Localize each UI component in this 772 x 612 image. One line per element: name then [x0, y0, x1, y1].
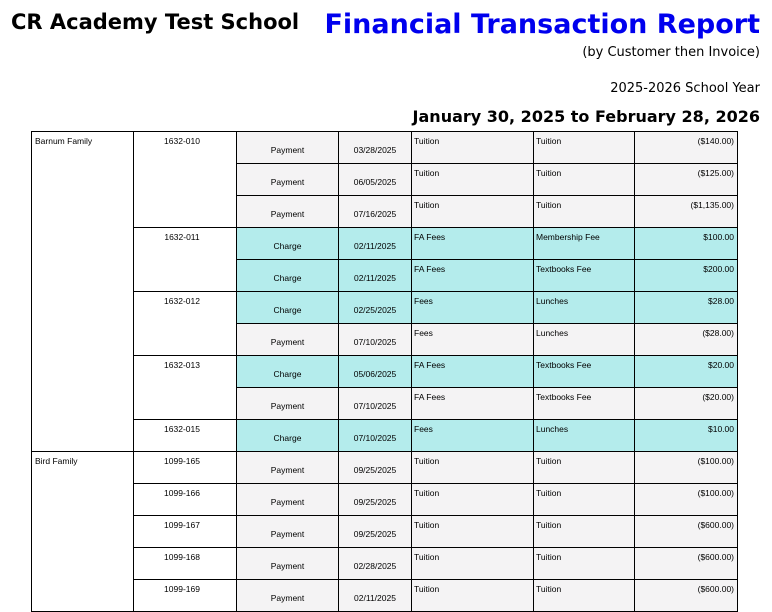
- transaction-row: [32, 484, 738, 516]
- transaction-type: Charge: [237, 228, 339, 260]
- transaction-row: [32, 292, 738, 324]
- invoice-number: 1099-169: [134, 580, 237, 612]
- transaction-amount: ($20.00): [635, 388, 738, 420]
- transaction-row: [32, 228, 738, 260]
- transaction-category: Tuition: [412, 164, 534, 196]
- transaction-date: 02/11/2025: [339, 228, 412, 260]
- transaction-row: [32, 580, 738, 612]
- transaction-item: Tuition: [534, 580, 635, 612]
- transaction-date: 06/05/2025: [339, 164, 412, 196]
- transaction-item: Lunches: [534, 292, 635, 324]
- transaction-row: [32, 420, 738, 452]
- transaction-row: [32, 132, 738, 164]
- transaction-category: Tuition: [412, 196, 534, 228]
- transaction-item: Tuition: [534, 548, 635, 580]
- transaction-amount: ($28.00): [635, 324, 738, 356]
- transaction-amount: $200.00: [635, 260, 738, 292]
- transaction-amount: $10.00: [635, 420, 738, 452]
- transaction-type: Payment: [237, 164, 339, 196]
- transaction-type: Charge: [237, 356, 339, 388]
- transaction-category: Tuition: [412, 516, 534, 548]
- report-title: Financial Transaction Report: [324, 9, 760, 40]
- transaction-type: Payment: [237, 484, 339, 516]
- transaction-date: 02/25/2025: [339, 292, 412, 324]
- transaction-type: Charge: [237, 260, 339, 292]
- school-year: 2025-2026 School Year: [610, 81, 760, 96]
- invoice-number: 1099-165: [134, 452, 237, 484]
- transaction-item: Membership Fee: [534, 228, 635, 260]
- transaction-item: Tuition: [534, 132, 635, 164]
- transaction-date: 07/10/2025: [339, 324, 412, 356]
- transaction-amount: ($100.00): [635, 452, 738, 484]
- transaction-date: 05/06/2025: [339, 356, 412, 388]
- transaction-row: [32, 516, 738, 548]
- transaction-type: Payment: [237, 580, 339, 612]
- report-subtitle: (by Customer then Invoice): [582, 45, 760, 60]
- transaction-date: 02/11/2025: [339, 260, 412, 292]
- transaction-category: Fees: [412, 420, 534, 452]
- transaction-row: [32, 452, 738, 484]
- transaction-amount: ($1,135.00): [635, 196, 738, 228]
- transaction-item: Textbooks Fee: [534, 356, 635, 388]
- transaction-type: Charge: [237, 292, 339, 324]
- transaction-date: 07/10/2025: [339, 388, 412, 420]
- invoice-number: 1632-012: [134, 292, 237, 356]
- transaction-date: 03/28/2025: [339, 132, 412, 164]
- transaction-item: Lunches: [534, 324, 635, 356]
- transaction-row: [32, 548, 738, 580]
- transaction-type: Charge: [237, 420, 339, 452]
- school-name: CR Academy Test School: [11, 10, 300, 34]
- transaction-date: 07/10/2025: [339, 420, 412, 452]
- transaction-date: 09/25/2025: [339, 452, 412, 484]
- transaction-date: 02/28/2025: [339, 548, 412, 580]
- transaction-item: Tuition: [534, 452, 635, 484]
- invoice-number: 1632-015: [134, 420, 237, 452]
- transaction-table: [31, 131, 738, 612]
- transaction-type: Payment: [237, 388, 339, 420]
- transaction-date: 07/16/2025: [339, 196, 412, 228]
- transaction-row: [32, 356, 738, 388]
- transaction-category: Tuition: [412, 452, 534, 484]
- transaction-category: Tuition: [412, 484, 534, 516]
- transaction-type: Payment: [237, 516, 339, 548]
- transaction-type: Payment: [237, 196, 339, 228]
- transaction-amount: ($140.00): [635, 132, 738, 164]
- transaction-amount: ($100.00): [635, 484, 738, 516]
- transaction-amount: ($600.00): [635, 548, 738, 580]
- transaction-table-body: [32, 132, 738, 612]
- transaction-date: 09/25/2025: [339, 484, 412, 516]
- transaction-item: Textbooks Fee: [534, 260, 635, 292]
- transaction-item: Tuition: [534, 164, 635, 196]
- transaction-report: [31, 131, 737, 603]
- invoice-number: 1099-166: [134, 484, 237, 516]
- transaction-amount: ($600.00): [635, 516, 738, 548]
- transaction-type: Payment: [237, 132, 339, 164]
- transaction-category: FA Fees: [412, 260, 534, 292]
- transaction-category: Fees: [412, 324, 534, 356]
- transaction-category: Fees: [412, 292, 534, 324]
- transaction-item: Textbooks Fee: [534, 388, 635, 420]
- transaction-type: Payment: [237, 548, 339, 580]
- transaction-amount: ($125.00): [635, 164, 738, 196]
- transaction-item: Tuition: [534, 196, 635, 228]
- date-range: January 30, 2025 to February 28, 2026: [412, 107, 760, 126]
- transaction-category: FA Fees: [412, 388, 534, 420]
- transaction-category: Tuition: [412, 580, 534, 612]
- transaction-type: Payment: [237, 452, 339, 484]
- invoice-number: 1632-013: [134, 356, 237, 420]
- transaction-date: 02/11/2025: [339, 580, 412, 612]
- transaction-item: Tuition: [534, 484, 635, 516]
- transaction-date: 09/25/2025: [339, 516, 412, 548]
- transaction-type: Payment: [237, 324, 339, 356]
- transaction-category: FA Fees: [412, 228, 534, 260]
- transaction-amount: $28.00: [635, 292, 738, 324]
- transaction-amount: ($600.00): [635, 580, 738, 612]
- transaction-category: Tuition: [412, 548, 534, 580]
- customer-name: Bird Family: [32, 452, 134, 612]
- invoice-number: 1099-168: [134, 548, 237, 580]
- transaction-item: Tuition: [534, 516, 635, 548]
- invoice-number: 1632-011: [134, 228, 237, 292]
- transaction-category: FA Fees: [412, 356, 534, 388]
- invoice-number: 1099-167: [134, 516, 237, 548]
- customer-name: Barnum Family: [32, 132, 134, 452]
- transaction-item: Lunches: [534, 420, 635, 452]
- invoice-number: 1632-010: [134, 132, 237, 228]
- transaction-amount: $100.00: [635, 228, 738, 260]
- transaction-category: Tuition: [412, 132, 534, 164]
- transaction-amount: $20.00: [635, 356, 738, 388]
